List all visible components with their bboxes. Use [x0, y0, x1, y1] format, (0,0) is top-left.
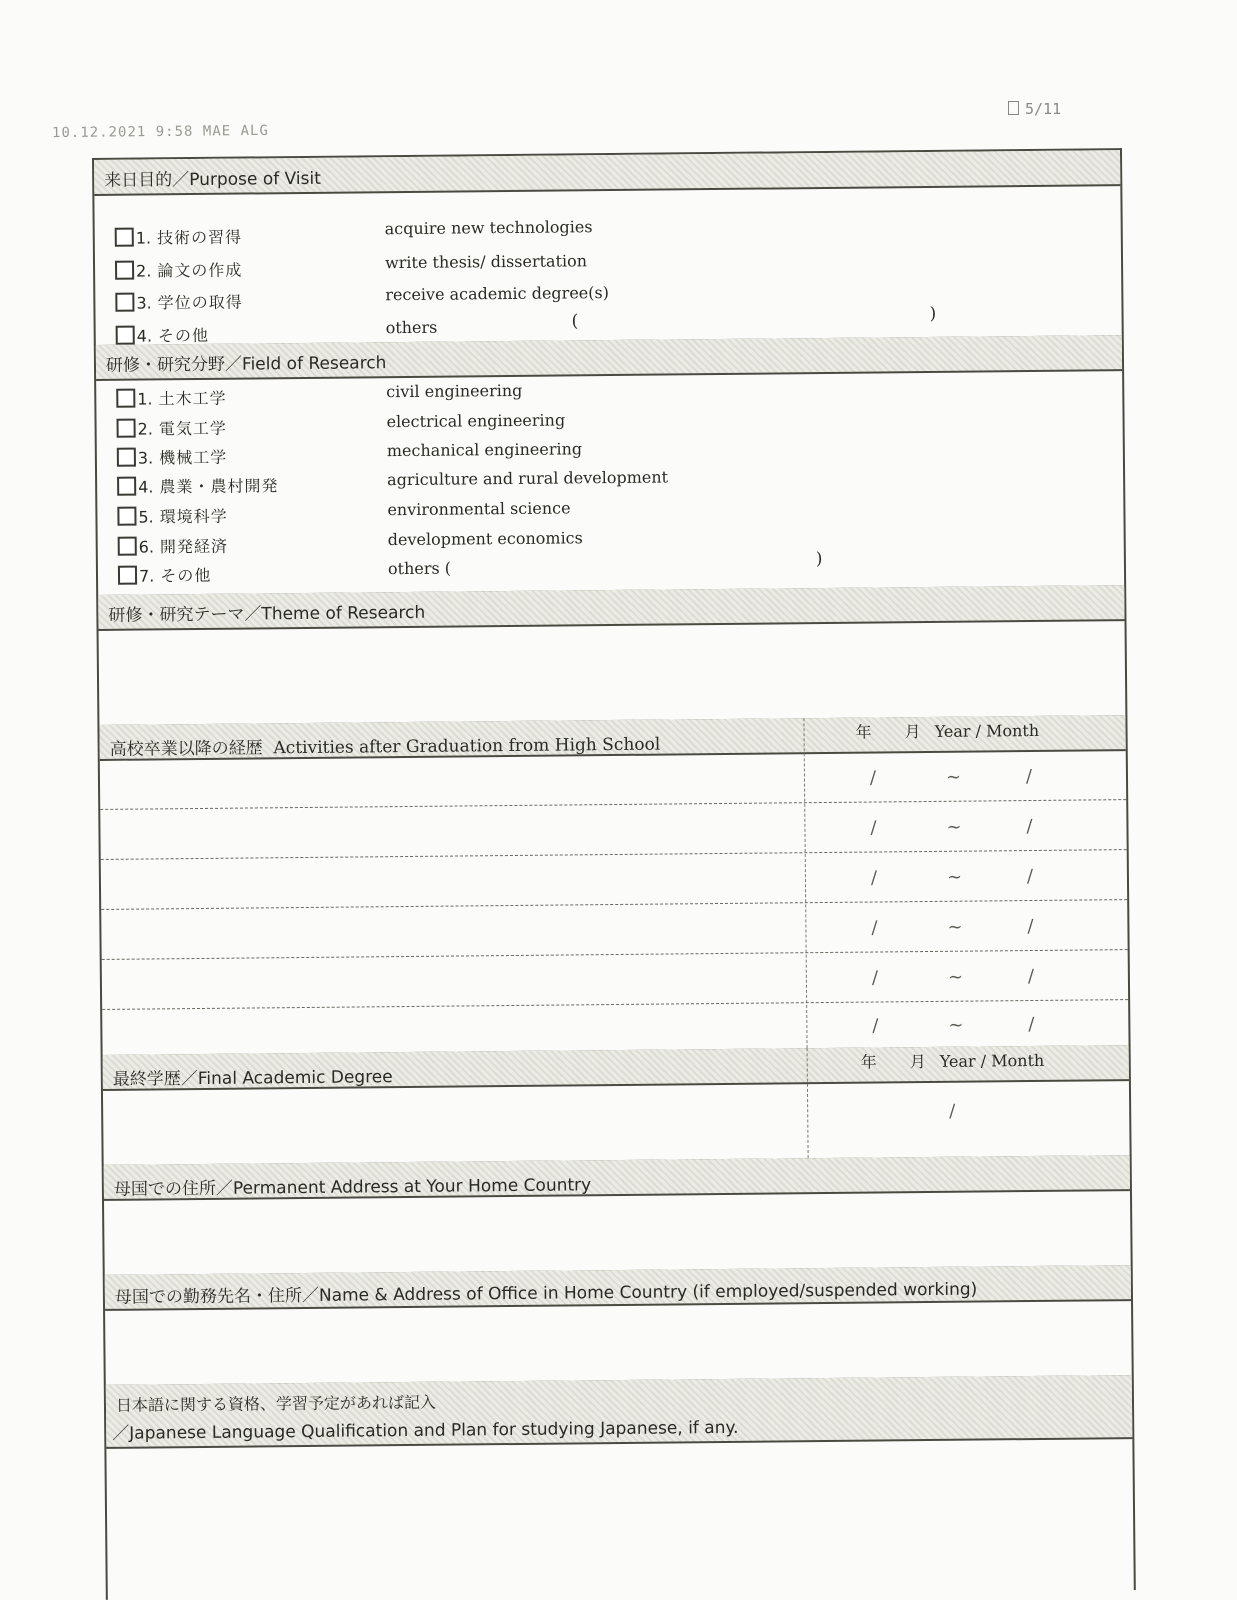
- slash-mark: /: [869, 767, 877, 789]
- address-title: 母国での住所／Permanent Address at Your Home Country: [113, 1175, 592, 1200]
- option-number: 4.: [138, 477, 154, 497]
- option-label-en: write thesis/ dissertation: [384, 251, 588, 273]
- checkbox[interactable]: [115, 261, 134, 280]
- option-label-en: others (: [387, 558, 452, 579]
- option-label-jp: 学位の取得: [157, 292, 243, 313]
- option-label-jp: 土木工学: [158, 388, 227, 409]
- option-number: 5.: [138, 507, 154, 527]
- row-divider: [100, 799, 1126, 810]
- japanese-title-line-2: ／Japanese Language Qualification and Plan for studying Japanese, if any.: [112, 1417, 739, 1444]
- tilde-mark: ~: [946, 816, 962, 838]
- slash-mark: /: [870, 817, 877, 839]
- slash-mark: /: [1028, 1013, 1035, 1036]
- option-label-jp: その他: [160, 565, 212, 586]
- purpose-option-2[interactable]: [115, 258, 242, 281]
- japanese-section: [106, 1375, 1134, 1600]
- paren-open: (: [571, 311, 579, 332]
- option-label-en: civil engineering: [386, 380, 523, 402]
- checkbox[interactable]: [117, 477, 136, 496]
- tilde-mark: ~: [946, 866, 963, 888]
- row-divider: [102, 999, 1128, 1010]
- final-degree-title: 最終学歴／Final Academic Degree: [112, 1067, 393, 1090]
- option-label-en: development economics: [387, 528, 583, 550]
- theme-title: 研修・研究テーマ／Theme of Research: [108, 602, 426, 626]
- paren-close: ): [815, 549, 823, 570]
- option-number: 6.: [138, 537, 155, 557]
- tilde-mark: ~: [948, 1014, 964, 1036]
- checkbox[interactable]: [117, 419, 136, 438]
- option-number: 2.: [137, 419, 153, 439]
- activities-section: [99, 715, 1128, 1057]
- document-icon: [1008, 101, 1019, 115]
- option-number: 4.: [136, 326, 153, 346]
- slash-mark: /: [1027, 965, 1035, 988]
- purpose-option-3[interactable]: [115, 290, 242, 313]
- option-label-jp: 農業・農村開発: [159, 476, 279, 497]
- option-label-en: acquire new technologies: [384, 217, 593, 239]
- checkbox[interactable]: [115, 228, 134, 247]
- option-label-jp: 機械工学: [159, 447, 228, 468]
- option-label-en: receive academic degree(s): [385, 283, 609, 305]
- activities-title: [110, 730, 661, 760]
- field-option-4[interactable]: [117, 473, 278, 497]
- option-label-jp: その他: [157, 325, 210, 346]
- address-section: [104, 1155, 1131, 1277]
- japanese-header: [106, 1375, 1133, 1449]
- office-title: 母国での勤務先名・住所／Name & Address of Office in Home Country (if employed/suspended working): [114, 1279, 978, 1308]
- tilde-mark: ~: [947, 916, 963, 938]
- tilde-mark: ~: [945, 766, 962, 788]
- slash-mark: /: [1027, 915, 1034, 938]
- slash-mark: /: [1026, 866, 1034, 888]
- option-number: 2.: [135, 261, 152, 281]
- purpose-section: [94, 150, 1122, 347]
- purpose-option-4[interactable]: [116, 323, 209, 346]
- field-section: [96, 335, 1124, 597]
- option-label-en: agriculture and rural development: [387, 467, 669, 490]
- page-number-text: 5/11: [1025, 100, 1062, 118]
- purpose-header: [94, 150, 1120, 196]
- field-title: 研修・研究分野／Field of Research: [105, 353, 387, 376]
- slash-mark: /: [1026, 816, 1033, 838]
- slash-mark: /: [1025, 766, 1033, 788]
- slash-mark: /: [870, 867, 878, 889]
- tilde-mark: ~: [947, 966, 964, 988]
- option-label-jp: 技術の習得: [156, 227, 243, 248]
- paren-close: ): [929, 303, 937, 324]
- year-month-jp: 年 月: [860, 1051, 940, 1072]
- row-divider: [102, 949, 1128, 960]
- fax-header: 10.12.2021 9:58 MAE ALG: [51, 122, 269, 142]
- slash-mark: /: [871, 967, 879, 989]
- checkbox[interactable]: [117, 507, 136, 526]
- row-divider: [101, 849, 1127, 860]
- row-divider: [101, 899, 1127, 910]
- checkbox[interactable]: [115, 293, 134, 312]
- activities-title-en: Activities after Graduation from High School: [273, 734, 661, 759]
- checkbox[interactable]: [116, 389, 135, 408]
- purpose-option-1[interactable]: [115, 225, 242, 248]
- purpose-title: 来日目的／Purpose of Visit: [104, 168, 321, 191]
- option-number: 1.: [137, 389, 153, 409]
- page-number: [1008, 100, 1061, 118]
- option-number: 3.: [136, 293, 152, 313]
- field-option-1[interactable]: [116, 386, 226, 409]
- year-month-header: [855, 718, 1039, 743]
- option-label-jp: 環境科学: [159, 506, 228, 527]
- japanese-title-line-1: 日本語に関する資格、学習予定があれば記入: [115, 1392, 437, 1415]
- option-label-jp: 論文の作成: [157, 260, 243, 281]
- year-month-en: Year / Month: [939, 1050, 1045, 1071]
- option-label-en: others: [385, 317, 438, 338]
- column-divider: [803, 718, 807, 1048]
- option-number: 1.: [135, 228, 152, 248]
- slash-mark: /: [871, 917, 878, 939]
- field-option-5[interactable]: [117, 504, 227, 527]
- theme-section: [98, 585, 1125, 727]
- year-month-jp: 年 月: [855, 721, 935, 742]
- option-label-en: environmental science: [387, 498, 571, 520]
- checkbox[interactable]: [118, 566, 137, 585]
- option-number: 3.: [137, 448, 154, 468]
- field-option-6[interactable]: [118, 534, 228, 557]
- field-option-3[interactable]: [117, 445, 227, 468]
- field-option-2[interactable]: [116, 416, 226, 439]
- option-label-en: electrical engineering: [386, 410, 566, 432]
- option-label-jp: 電気工学: [158, 418, 227, 439]
- checkbox[interactable]: [118, 537, 137, 556]
- activities-title-jp: 高校卒業以降の経歴: [109, 738, 263, 760]
- office-section: [105, 1265, 1132, 1387]
- field-option-7[interactable]: [118, 563, 211, 586]
- final-degree-section: [103, 1045, 1130, 1167]
- year-month-header: [861, 1048, 1045, 1073]
- option-label-jp: 開発経済: [159, 536, 229, 557]
- slash-mark: /: [872, 1015, 879, 1037]
- checkbox[interactable]: [117, 448, 136, 467]
- year-month-en: Year / Month: [934, 720, 1040, 741]
- option-number: 7.: [138, 566, 155, 586]
- slash-mark: /: [949, 1100, 956, 1122]
- option-label-en: mechanical engineering: [386, 439, 583, 461]
- checkbox[interactable]: [116, 326, 135, 345]
- application-form: [92, 148, 1136, 1600]
